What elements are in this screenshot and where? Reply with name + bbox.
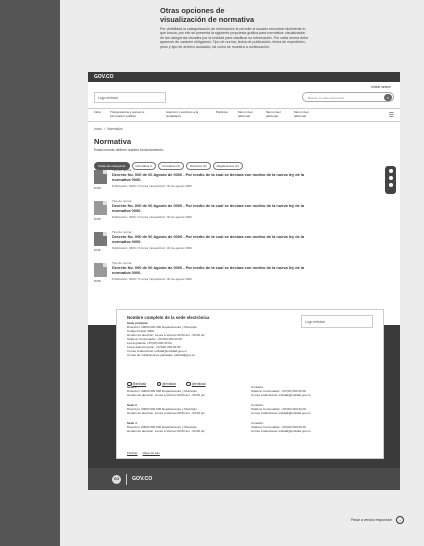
- search-input[interactable]: [302, 92, 394, 102]
- intro-title-line2: visualización de normativa: [160, 15, 255, 24]
- breadcrumb-separator: ›: [103, 127, 106, 131]
- govco-logo[interactable]: GOV.CO: [94, 74, 114, 80]
- sede-hours: Horario de atención: Lunes a Viernes 00:00 am - 00:00 pm: [127, 429, 205, 433]
- doc-meta: Publicación: 0000 / 0 horas | Expedición: 00 de agosto 0000: [112, 246, 192, 250]
- doc-title[interactable]: Decreto No. 000 de 00 Agosto de 0000 - Por medio de la cual se declara con motivo de la nueva ley de la normativa 0000.: [112, 265, 305, 275]
- co-logo-icon[interactable]: CO: [112, 475, 121, 484]
- chip-todas[interactable]: Todas las categorías: [94, 162, 130, 170]
- principal-line: Horario de atención: Lunes a Viernes 00:00 am - 00:00 pm: [127, 333, 205, 337]
- principal-heading: Sede principal: [127, 321, 148, 325]
- list-item[interactable]: [94, 230, 354, 260]
- twitter-handle: @entidad: [132, 382, 147, 386]
- intro-description: Por visibilidad la categorización de información le permite al usuario encontrar fácilmente lo que busca, por ello se presenta la siguiente propuesta gráfica para normativa: visualización de las categorías visuales por la entidad para clasificar su información. Por cada norma debe aparecer de carácter obligatorio: Tipo de norma, fecha de publicación, fecha de expedición, peso y tipo de archivo asociado, tal como se muestra a continuación:: [160, 27, 309, 49]
- intro-block: [160, 6, 310, 49]
- doc-meta: Publicación: 0000 / 0 horas | Expedición: 00 de agosto 0000: [112, 184, 192, 188]
- instagram-icon: [157, 382, 162, 387]
- bottom-govco-bar: [88, 468, 400, 490]
- doc-type: Tipo de norma: [112, 261, 132, 265]
- list-item[interactable]: [94, 261, 354, 291]
- sede-contact-label: Contacto:: [251, 403, 264, 407]
- document-list: [94, 168, 354, 292]
- sede-email[interactable]: Correo institucional: entidad@entidad.gov.co: [251, 411, 311, 415]
- chip-circulares[interactable]: Circulares (4): [158, 162, 184, 170]
- pdf-file-icon: [94, 232, 107, 246]
- menu-icon[interactable]: ☰: [388, 113, 394, 119]
- responsive-version-link[interactable]: [351, 516, 404, 524]
- search-placeholder: Buscar en sede electrónica: [308, 96, 345, 100]
- sede-name: Sede 2: [127, 385, 137, 389]
- text-size-icon[interactable]: [389, 176, 393, 180]
- sede-address: Dirección: 00000 000 000 Departamento y Municipio: [127, 425, 197, 429]
- sede-contact-label: Contacto:: [251, 421, 264, 425]
- breadcrumb: [94, 127, 123, 131]
- chip-decretos[interactable]: Decretos (4): [186, 162, 211, 170]
- sede-phone: Teléfono Conmutador: +57(00) 000 00 00: [251, 407, 306, 411]
- login-link[interactable]: Iniciar sesión: [371, 85, 391, 89]
- chevron-right-icon[interactable]: ›: [396, 516, 404, 524]
- menu-item-adicional-2[interactable]: Menú nivel adicional: [266, 110, 281, 118]
- breadcrumb-home[interactable]: Inicio: [94, 127, 102, 131]
- doc-meta: Publicación: 0000 / 0 horas | Expedición: 00 de agosto 0000: [112, 215, 192, 219]
- facebook-link[interactable]: [186, 382, 205, 387]
- sede-address: Dirección: 00000 000 000 Departamento y Municipio: [127, 407, 197, 411]
- menu-item-atencion[interactable]: Atención y servicios a la ciudadanía: [166, 110, 199, 118]
- instagram-link[interactable]: [157, 382, 176, 387]
- doc-meta: Publicación: 0000 / 0 horas | Expedición: 00 de agosto 0000: [112, 277, 192, 281]
- menu-item-participa[interactable]: Participa: [216, 110, 228, 114]
- left-gray-strip: [0, 0, 60, 546]
- principal-email[interactable]: Correo institucional: entidad@entidad.gov.co: [127, 349, 187, 353]
- sede-email[interactable]: Correo institucional: entidad@entidad.gov.co: [251, 429, 311, 433]
- file-size: 8 KB: [94, 279, 101, 283]
- doc-type: Tipo de norma: [112, 168, 132, 172]
- footer-card: [116, 309, 384, 459]
- menu-item-transparencia[interactable]: Transparencia y acceso a información pública: [110, 110, 145, 118]
- accessibility-toolbar[interactable]: [385, 166, 396, 194]
- file-size: 8 KB: [94, 186, 101, 190]
- sede-name: Sede 3: [127, 403, 137, 407]
- main-menu: [88, 108, 400, 122]
- menu-item-adicional-3[interactable]: Menú nivel adicional: [294, 110, 309, 118]
- file-size: 8 KB: [94, 217, 101, 221]
- file-size: 8 KB: [94, 248, 101, 252]
- doc-type: Tipo de norma: [112, 230, 132, 234]
- menu-item-inicio[interactable]: Inicio: [94, 110, 102, 114]
- sede-phone: Teléfono Conmutador: +57(00) 000 00 00: [251, 389, 306, 393]
- sede-address: Dirección: 00000 000 000 Departamento y Municipio: [127, 389, 197, 393]
- chip-reglamentos[interactable]: Reglamentos (2): [213, 162, 243, 170]
- doc-type: Tipo de norma: [112, 199, 132, 203]
- policy-links: [127, 451, 165, 455]
- sede-hours: Horario de atención: Lunes a Viernes 00:00 am - 00:00 pm: [127, 393, 205, 397]
- principal-line: Teléfono Conmutador: +57(00) 000 00 00: [127, 337, 182, 341]
- footer-title: Nombre completo de la sede electrónica: [127, 315, 210, 320]
- intro-title-line1: Otras opciones de: [160, 6, 225, 15]
- page-title: Normativa: [94, 137, 132, 146]
- contrast-icon[interactable]: [389, 169, 393, 173]
- facebook-handle: @entidad: [191, 382, 206, 386]
- facebook-icon: [186, 382, 191, 387]
- chip-normativa[interactable]: Normativa X: [132, 162, 157, 170]
- govco-footer-logo[interactable]: GOV.CO: [132, 476, 153, 482]
- menu-item-adicional-1[interactable]: Menú nivel adicional: [238, 110, 253, 118]
- social-links: [127, 372, 212, 390]
- principal-judicial-email[interactable]: Correo de notificaciones judiciales: judicial@gov.co: [127, 353, 196, 357]
- footer-entity-logo[interactable]: Logo entidad: [301, 315, 373, 328]
- page-card: [88, 82, 400, 325]
- list-item[interactable]: [94, 199, 354, 229]
- sitemap-link[interactable]: Mapa del sitio: [142, 451, 160, 455]
- logo-divider: [126, 474, 127, 485]
- principal-line: Línea anticorrupción: +57(00) 000 00 00: [127, 345, 181, 349]
- responsive-label: Pasar a versión responsive: [351, 517, 393, 522]
- entity-logo[interactable]: Logo entidad: [94, 92, 166, 103]
- pdf-file-icon: [94, 263, 107, 277]
- govco-top-bar: [88, 72, 400, 82]
- sede-name: Sede 4: [127, 421, 137, 425]
- doc-title[interactable]: Decreto No. 000 de 00 Agosto de 0000 - Por medio de la cual se declara con motivo de la nueva ley de la normativa 0000.: [112, 172, 305, 182]
- text-size-down-icon[interactable]: [389, 183, 393, 187]
- principal-line: Código Postal: 0000: [127, 329, 155, 333]
- list-item[interactable]: [94, 168, 354, 198]
- sede-contact-label: Contacto:: [251, 385, 264, 389]
- doc-title[interactable]: Decreto No. 000 de 00 Agosto de 0000 - Por medio de la cual se declara con motivo de la nueva ley de la normativa 0000.: [112, 234, 305, 244]
- sede-email[interactable]: Correo institucional: entidad@entidad.gov.co: [251, 393, 311, 397]
- sede-phone: Teléfono Conmutador: +57(00) 000 00 00: [251, 425, 306, 429]
- principal-line: Línea gratuita: +57(00) 000 00 00: [127, 341, 172, 345]
- doc-title[interactable]: Decreto No. 000 de 00 Agosto de 0000 - Por medio de la cual se declara con motivo de la nueva ley de la normativa 0000.: [112, 203, 305, 213]
- sede-hours: Horario de atención: Lunes a Viernes 00:00 am - 00:00 pm: [127, 411, 205, 415]
- filter-label: Estas normas definen nuestro funcionamiento:: [94, 148, 164, 152]
- principal-line: Dirección: 00000 000 000 Departamento y Municipio: [127, 325, 197, 329]
- instagram-handle: @entidad: [162, 382, 176, 386]
- pdf-file-icon: [94, 170, 107, 184]
- breadcrumb-current: Normativa: [107, 127, 123, 131]
- policy-link[interactable]: Políticas: [127, 451, 138, 455]
- pdf-file-icon: [94, 201, 107, 215]
- search-icon[interactable]: ⌕: [384, 94, 392, 101]
